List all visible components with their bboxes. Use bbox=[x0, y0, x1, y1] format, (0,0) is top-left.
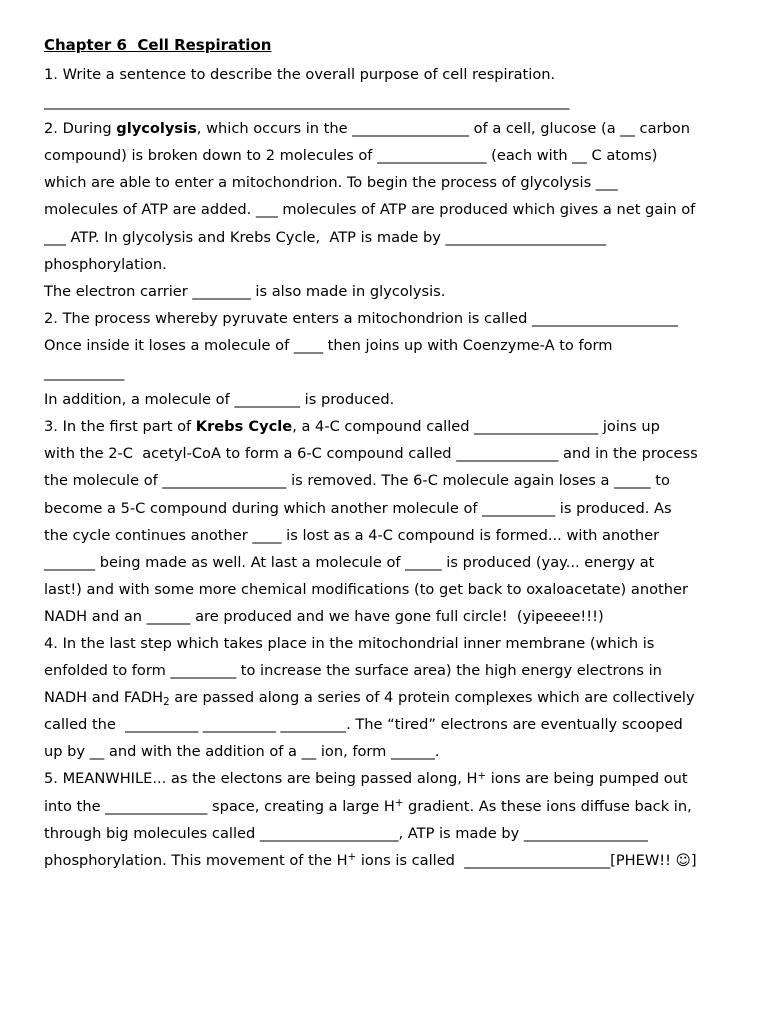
text-run: 3. In the first part of bbox=[44, 418, 196, 436]
text-run: , which occurs in the ________________ of a cell, glucose (a __ carbon bbox=[196, 120, 690, 138]
text-run: _______ being made as well. At last a molecule of _____ is produced (yay... energy at bbox=[44, 553, 655, 571]
page-title: Chapter 6 Cell Respiration bbox=[44, 36, 272, 54]
text-run: 1. Write a sentence to describe the overall purpose of cell respiration. bbox=[44, 66, 556, 83]
text-run: the molecule of _________________ is removed. The 6-C molecule again loses a _____ to bbox=[44, 472, 670, 490]
text-line bbox=[44, 88, 728, 115]
text-line bbox=[44, 196, 728, 223]
text-line bbox=[44, 576, 728, 603]
text-run: ___________ bbox=[44, 364, 125, 382]
worksheet-body bbox=[44, 61, 728, 874]
text-run: ___ ATP. In glycolysis and Krebs Cycle, ATP is made by ______________________ bbox=[44, 228, 607, 246]
text-line bbox=[44, 251, 728, 278]
text-line bbox=[44, 684, 728, 711]
text-run: ions is called ____________________[PHEW!! ☺] bbox=[356, 851, 697, 869]
text-run: Once inside it loses a molecule of ____ then joins up with Coenzyme-A to form bbox=[44, 336, 613, 354]
text-line bbox=[44, 603, 728, 630]
text-run: 4. In the last step which takes place in the mitochondrial inner membrane (which is bbox=[44, 634, 655, 652]
text-run: enfolded to form _________ to increase the surface area) the high energy electrons in bbox=[44, 662, 662, 680]
text-run: called the __________ __________ _________. The “tired” electrons are eventually scooped bbox=[44, 716, 683, 734]
text-line bbox=[44, 386, 728, 413]
subscript: 2 bbox=[163, 696, 170, 708]
text-line bbox=[44, 169, 728, 196]
text-run: gradient. As these ions diffuse back in, bbox=[403, 797, 692, 815]
text-run: NADH and an ______ are produced and we have gone full circle! (yipeeee!!!) bbox=[44, 607, 604, 625]
text-run: 5. MEANWHILE... as the electons are being passed along, H bbox=[44, 770, 478, 788]
text-run: which are able to enter a mitochondrion. To begin the process of glycolysis ___ bbox=[44, 174, 618, 192]
text-run: into the ______________ space, creating a large H bbox=[44, 797, 395, 815]
text-line bbox=[44, 61, 728, 88]
text-run: molecules of ATP are added. ___ molecules of ATP are produced which gives a net gain of bbox=[44, 201, 696, 219]
text-run: compound) is broken down to 2 molecules of _______________ (each with __ C atoms) bbox=[44, 147, 658, 165]
text-run: become a 5-C compound during which another molecule of __________ is produced. As bbox=[44, 499, 672, 517]
bold-term: Krebs Cycle bbox=[195, 418, 293, 436]
text-line bbox=[44, 359, 728, 386]
text-run: through big molecules called ___________________, ATP is made by _________________ bbox=[44, 824, 648, 842]
text-line bbox=[44, 820, 728, 847]
text-run: NADH and FADH bbox=[44, 689, 164, 707]
text-line bbox=[44, 278, 728, 305]
text-run: , a 4-C compound called _________________ joins up bbox=[292, 418, 660, 436]
bold-term: glycolysis bbox=[116, 120, 197, 138]
text-line bbox=[44, 332, 728, 359]
text-line bbox=[44, 305, 728, 332]
text-run: 2. The process whereby pyruvate enters a mitochondrion is called ____________________ bbox=[44, 309, 678, 327]
text-run: In addition, a molecule of _________ is produced. bbox=[44, 391, 395, 409]
text-line bbox=[44, 738, 728, 765]
text-line bbox=[44, 847, 728, 874]
text-run: the cycle continues another ____ is lost as a 4-C compound is formed... with another bbox=[44, 526, 660, 544]
text-line bbox=[44, 115, 728, 142]
text-line bbox=[44, 495, 728, 522]
text-line bbox=[44, 522, 728, 549]
text-run: up by __ and with the addition of a __ ion, form ______. bbox=[44, 743, 440, 761]
superscript: + bbox=[477, 770, 487, 782]
text-line bbox=[44, 630, 728, 657]
text-run: last!) and with some more chemical modifications (to get back to oxaloacetate) another bbox=[44, 580, 688, 598]
text-line bbox=[44, 793, 728, 820]
text-run: are passed along a series of 4 protein complexes which are collectively bbox=[169, 689, 695, 707]
text-line bbox=[44, 711, 728, 738]
text-line bbox=[44, 467, 728, 494]
superscript: + bbox=[394, 797, 404, 809]
text-run: ________________________________________________________________________ bbox=[44, 93, 570, 111]
text-line bbox=[44, 440, 728, 467]
text-run: ions are being pumped out bbox=[486, 770, 688, 788]
text-line bbox=[44, 657, 728, 684]
text-line bbox=[44, 224, 728, 251]
text-run: phosphorylation. bbox=[44, 255, 167, 273]
text-run: The electron carrier ________ is also made in glycolysis. bbox=[44, 282, 446, 300]
text-line bbox=[44, 765, 728, 792]
text-run: with the 2-C acetyl-CoA to form a 6-C compound called ______________ and in the process bbox=[44, 445, 698, 463]
text-run: 2. During bbox=[44, 120, 117, 138]
text-line bbox=[44, 549, 728, 576]
text-run: phosphorylation. This movement of the H bbox=[44, 851, 348, 869]
superscript: + bbox=[347, 852, 357, 864]
text-line bbox=[44, 142, 728, 169]
text-line bbox=[44, 413, 728, 440]
